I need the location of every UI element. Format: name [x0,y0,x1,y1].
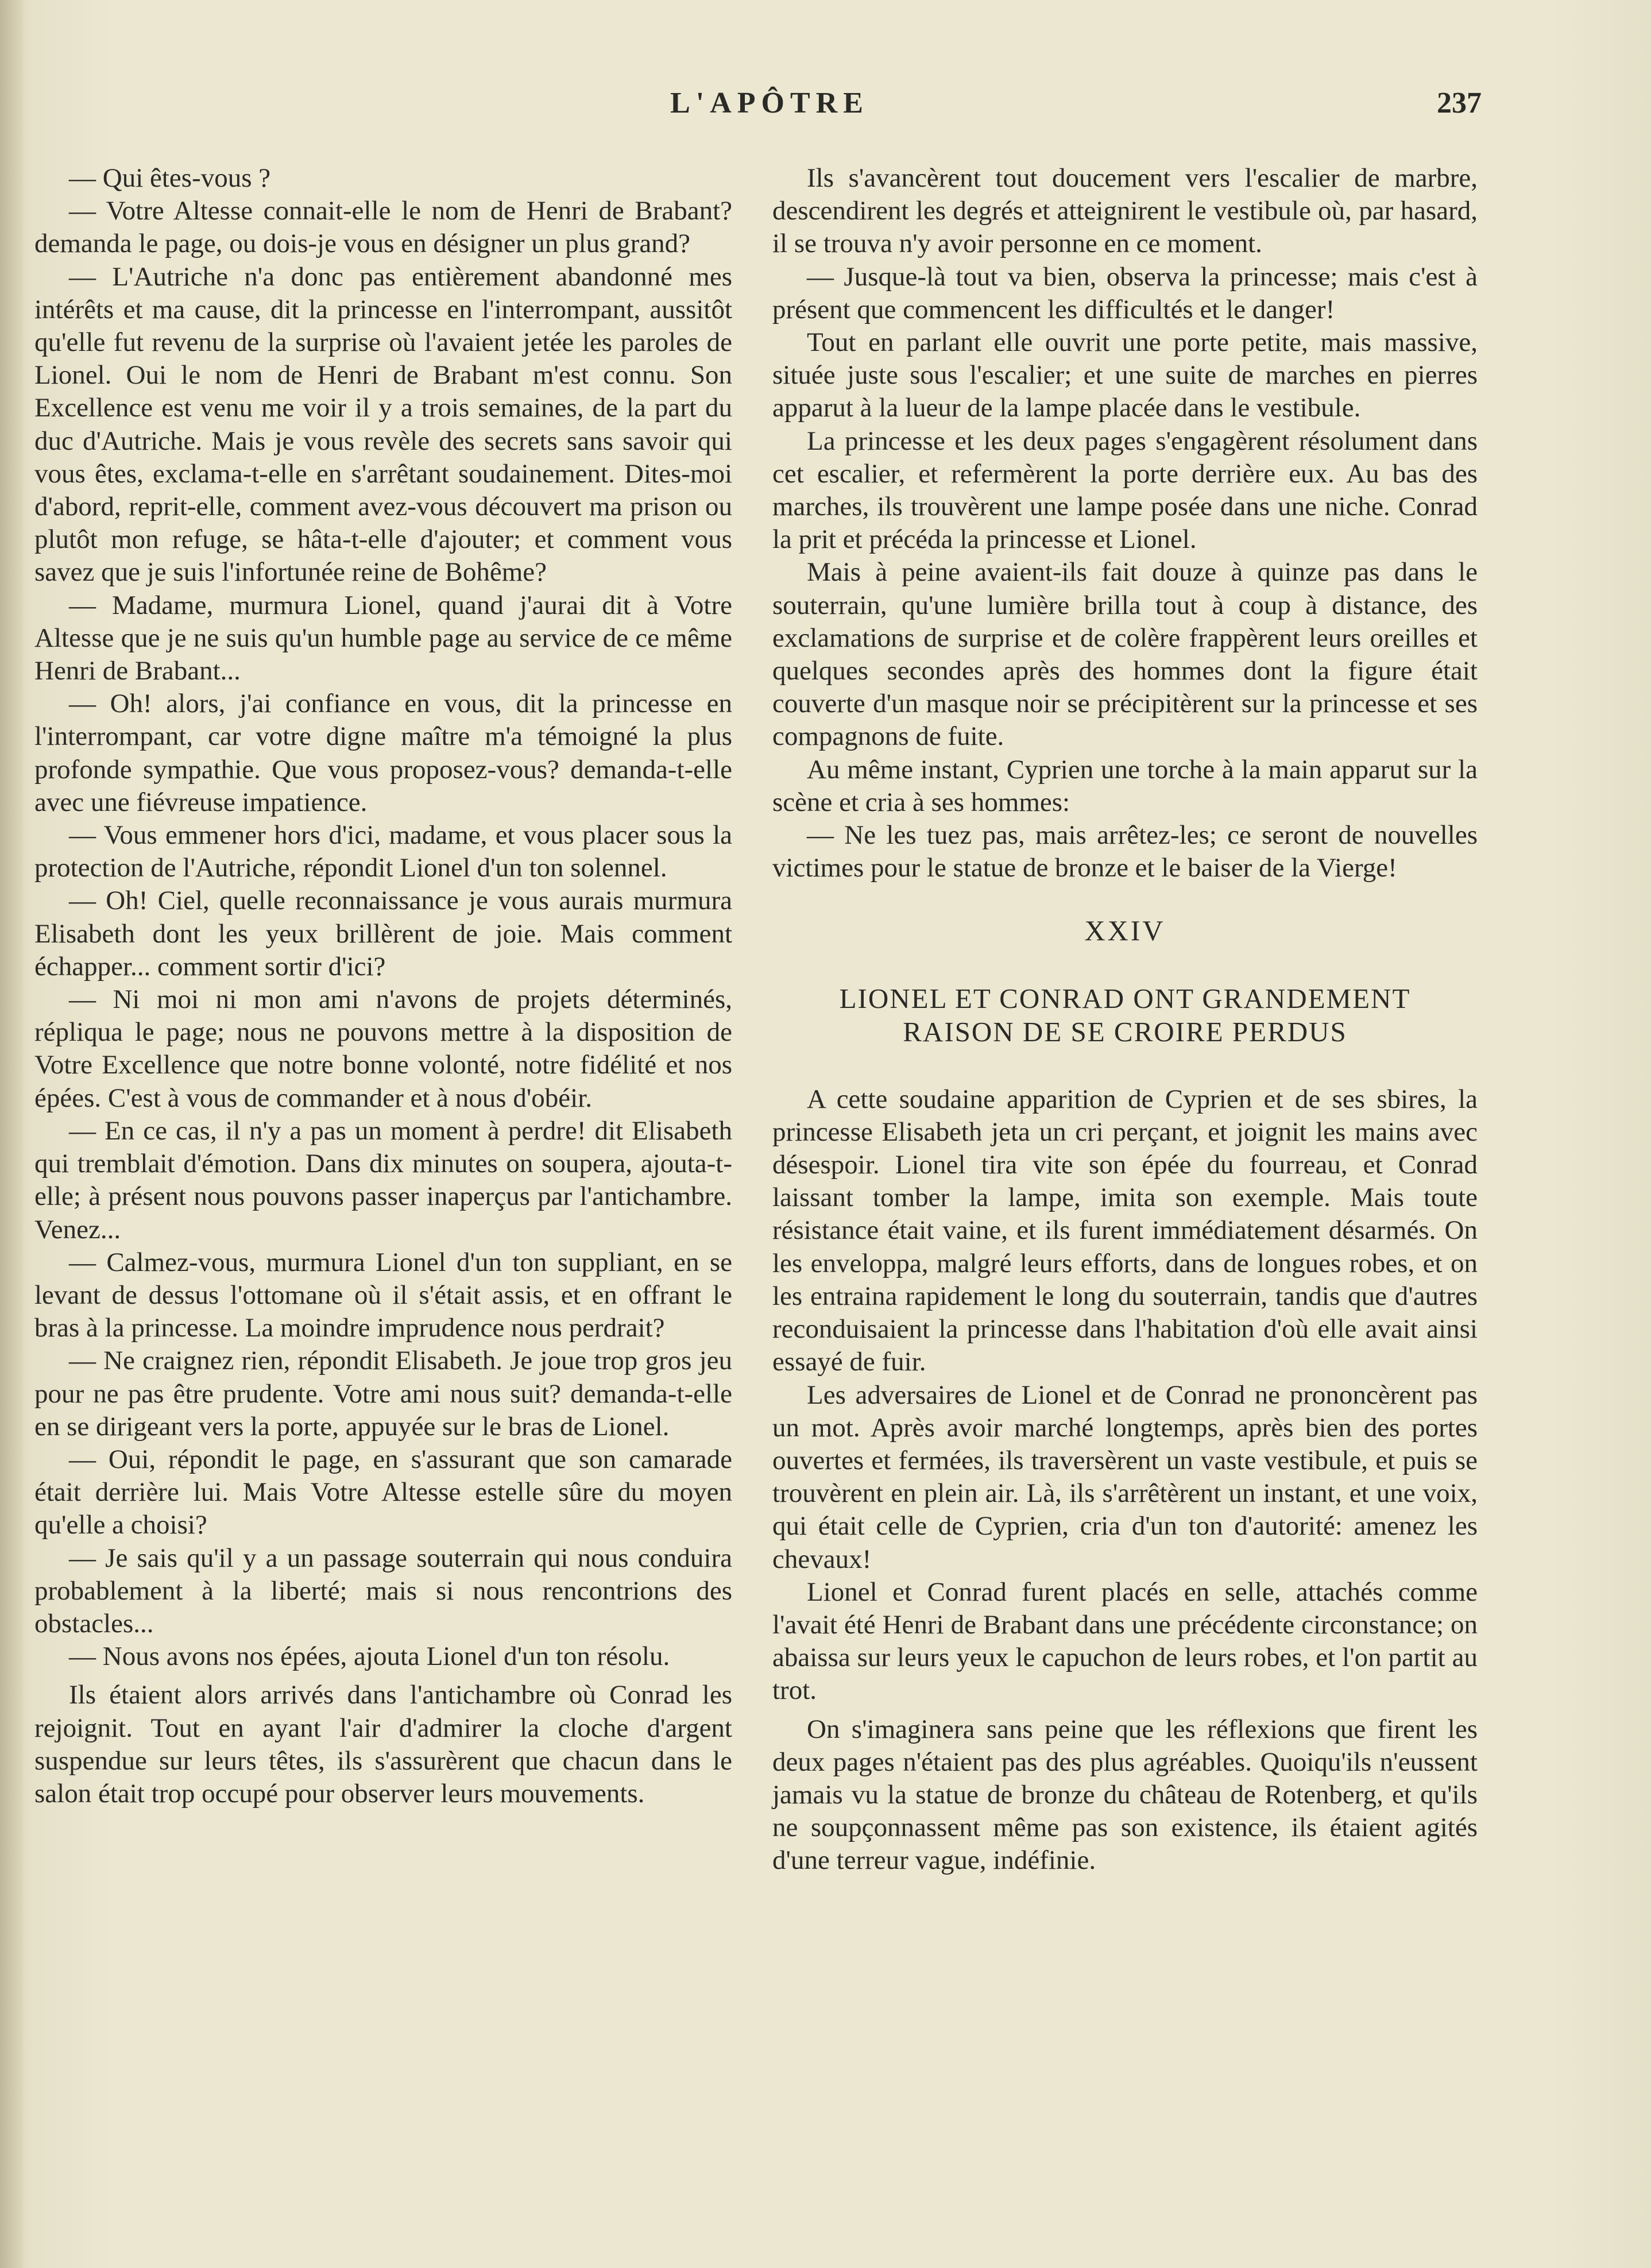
paragraph: Tout en parlant elle ouvrit une porte petite, mais massive, située juste sous l'escalier; et une suite de marches en pierres apparut à la lueur de la lampe placée dans le vestibule. [772,327,1478,423]
paragraph: — Madame, murmura Lionel, quand j'aurai dit à Votre Altesse que je ne suis qu'un humble page au service de ce même Henri de Brabant... [34,590,732,686]
paragraph: — En ce cas, il n'y a pas un moment à perdre! dit Elisabeth qui tremblait d'émotion. Dans dix minutes on soupera, ajouta-t-elle; à présent nous pouvons passer inaperçus par l'antichambre. Venez... [34,1115,732,1245]
paragraph: — Oui, répondit le page, en s'assurant que son camarade était derrière lui. Mais Votre Altesse estelle sûre du moyen qu'elle a choisi? [34,1444,732,1540]
page-gutter [0,0,23,2268]
chapter-title-line: LIONEL ET CONRAD ONT GRANDEMENT [839,982,1411,1014]
paragraph: — Calmez-vous, murmura Lionel d'un ton suppliant, en se levant de dessus l'ottomane où il s'était assis, et en offrant le bras à la princesse. La moindre imprudence nous perdrait? [34,1247,732,1343]
paragraph: On s'imaginera sans peine que les réflexions que firent les deux pages n'étaient pas des plus agréables. Quoiqu'ils n'eussent jamais vu la statue de bronze du château de Rotenberg, et qu'ils ne soupçonnassent même pas son existence, ils étaient agités d'une terreur vague, indéfinie. [772,1714,1478,1876]
paragraph: Mais à peine avaient-ils fait douze à quinze pas dans le souterrain, qu'une lumière brilla tout à coup à distance, des exclamations de surprise et de colère frappèrent leurs oreilles et quelques secondes après des hommes dont la figure était couverte d'un masque noir se précipitèrent sur la princesse et ses compagnons de fuite. [772,557,1478,752]
paragraph: Ils étaient alors arrivés dans l'antichambre où Conrad les rejoignit. Tout en ayant l'air d'admirer la cloche d'argent suspendue sur leurs têtes, ils s'assurèrent que chacun dans le salon était trop occupé pour observer leurs mouvements. [34,1680,732,1809]
chapter-title-line: RAISON DE SE CROIRE PERDUS [903,1015,1347,1048]
paragraph: — Oh! Ciel, quelle reconnaissance je vous aurais murmura Elisabeth dont les yeux brillèrent de joie. Mais comment échapper... comment sortir d'ici? [34,886,732,982]
paragraph: — Qui êtes-vous ? [69,163,271,193]
paragraph: — Oh! alors, j'ai confiance en vous, dit la princesse en l'interrompant, car votre digne maître m'a témoigné la plus profonde sympathie. Que vous proposez-vous? demanda-t-elle avec une fiévreuse impatience. [34,689,732,817]
paragraph: Lionel et Conrad furent placés en selle, attachés comme l'avait été Henri de Brabant dans une précédente circonstance; on abaissa sur leurs yeux le capuchon de leurs robes, et l'on partit au trot. [772,1577,1478,1706]
paragraph: La princesse et les deux pages s'engagèrent résolument dans cet escalier, et refermèrent la porte derrière eux. Au bas des marches, ils trouvèrent une lampe posée dans une niche. Conrad la prit et précéda la princesse et Lionel. [772,426,1478,555]
left-column [34,162,732,1810]
paragraph: — Jusque-là tout va bien, observa la princesse; mais c'est à présent que commencent les difficultés et le danger! [772,261,1478,324]
paragraph: — Votre Altesse connait-elle le nom de Henri de Brabant? demanda le page, ou dois-je vous en désigner un plus grand? [34,196,732,259]
paragraph: — Ne les tuez pas, mais arrêtez-les; ce seront de nouvelles victimes pour le statue de bronze et le baiser de la Vierge! [772,820,1478,883]
paragraph: — Ni moi ni mon ami n'avons de projets déterminés, répliqua le page; nous ne pouvons mettre à la disposition de Votre Excellence que notre bonne volonté, notre fidélité et nos épées. C'est à vous de commander et à nous d'obéir. [34,984,732,1113]
paragraph: Au même instant, Cyprien une torche à la main apparut sur la scène et cria à ses hommes: [772,754,1478,817]
page-number: 237 [1437,87,1482,119]
paragraph: Ils s'avancèrent tout doucement vers l'escalier de marbre, descendirent les degrés et atteignirent le vestibule où, par hasard, il se trouva n'y avoir personne en ce moment. [772,163,1478,259]
paragraph: — Ne craignez rien, répondit Elisabeth. Je joue trop gros jeu pour ne pas être prudente. Votre ami nous suit? demanda-t-elle en se dirigeant vers la porte, appuyée sur le bras de Lionel. [34,1346,732,1442]
paragraph: Les adversaires de Lionel et de Conrad ne prononcèrent pas un mot. Après avoir marché longtemps, après bien des portes ouvertes et fermées, ils traversèrent un vaste vestibule, et puis se trouvèrent en plein air. Là, ils s'arrêtèrent un instant, et une voix, qui était celle de Cyprien, cria d'un ton d'autorité: amenez les chevaux! [772,1380,1478,1574]
chapter-number: XXIV [1084,914,1166,947]
right-column [772,162,1478,1877]
chapter-title [772,982,1478,1049]
paragraph: — Nous avons nos épées, ajouta Lionel d'un ton résolu. [69,1641,670,1672]
paragraph: — L'Autriche n'a donc pas entièrement abandonné mes intérêts et ma cause, dit la princesse en l'interrompant, aussitôt qu'elle fut revenu de la surprise où l'avaient jetée les paroles de Lionel. Oui le nom de Henri de Brabant m'est connu. Son Excellence est venu me voir il y a trois semaines, de la part du duc d'Autriche. Mais je vous revèle des secrets sans savoir qui vous êtes, exclama-t-elle en s'arrêtant soudainement. Dites-moi d'abord, reprit-elle, comment avez-vous découvert ma prison ou plutôt mon refuge, se hâta-t-elle d'ajouter; et comment vous savez que je suis l'infortunée reine de Bohême? [34,261,732,588]
paragraph: A cette soudaine apparition de Cyprien et de ses sbires, la princesse Elisabeth jeta un cri perçant, et joignit les mains avec désespoir. Lionel tira vite son épée du fourreau, et Conrad laissant tomber la lampe, imita son exemple. Mais toute résistance était vaine, et ils furent immédiatement désarmés. On les enveloppa, malgré leurs efforts, dans de longues robes, et on les entraina rapidement le long du souterrain, tandis que d'autres reconduisaient la princesse dans l'habitation d'où elle avait ainsi essayé de fuir. [772,1084,1478,1377]
paragraph: — Vous emmener hors d'ici, madame, et vous placer sous la protection de l'Autriche, répondit Lionel d'un ton solennel. [34,820,732,883]
paragraph: — Je sais qu'il y a un passage souterrain qui nous conduira probablement à la liberté; mais si nous rencontrions des obstacles... [34,1543,732,1639]
running-title: L'APÔTRE [670,87,869,119]
